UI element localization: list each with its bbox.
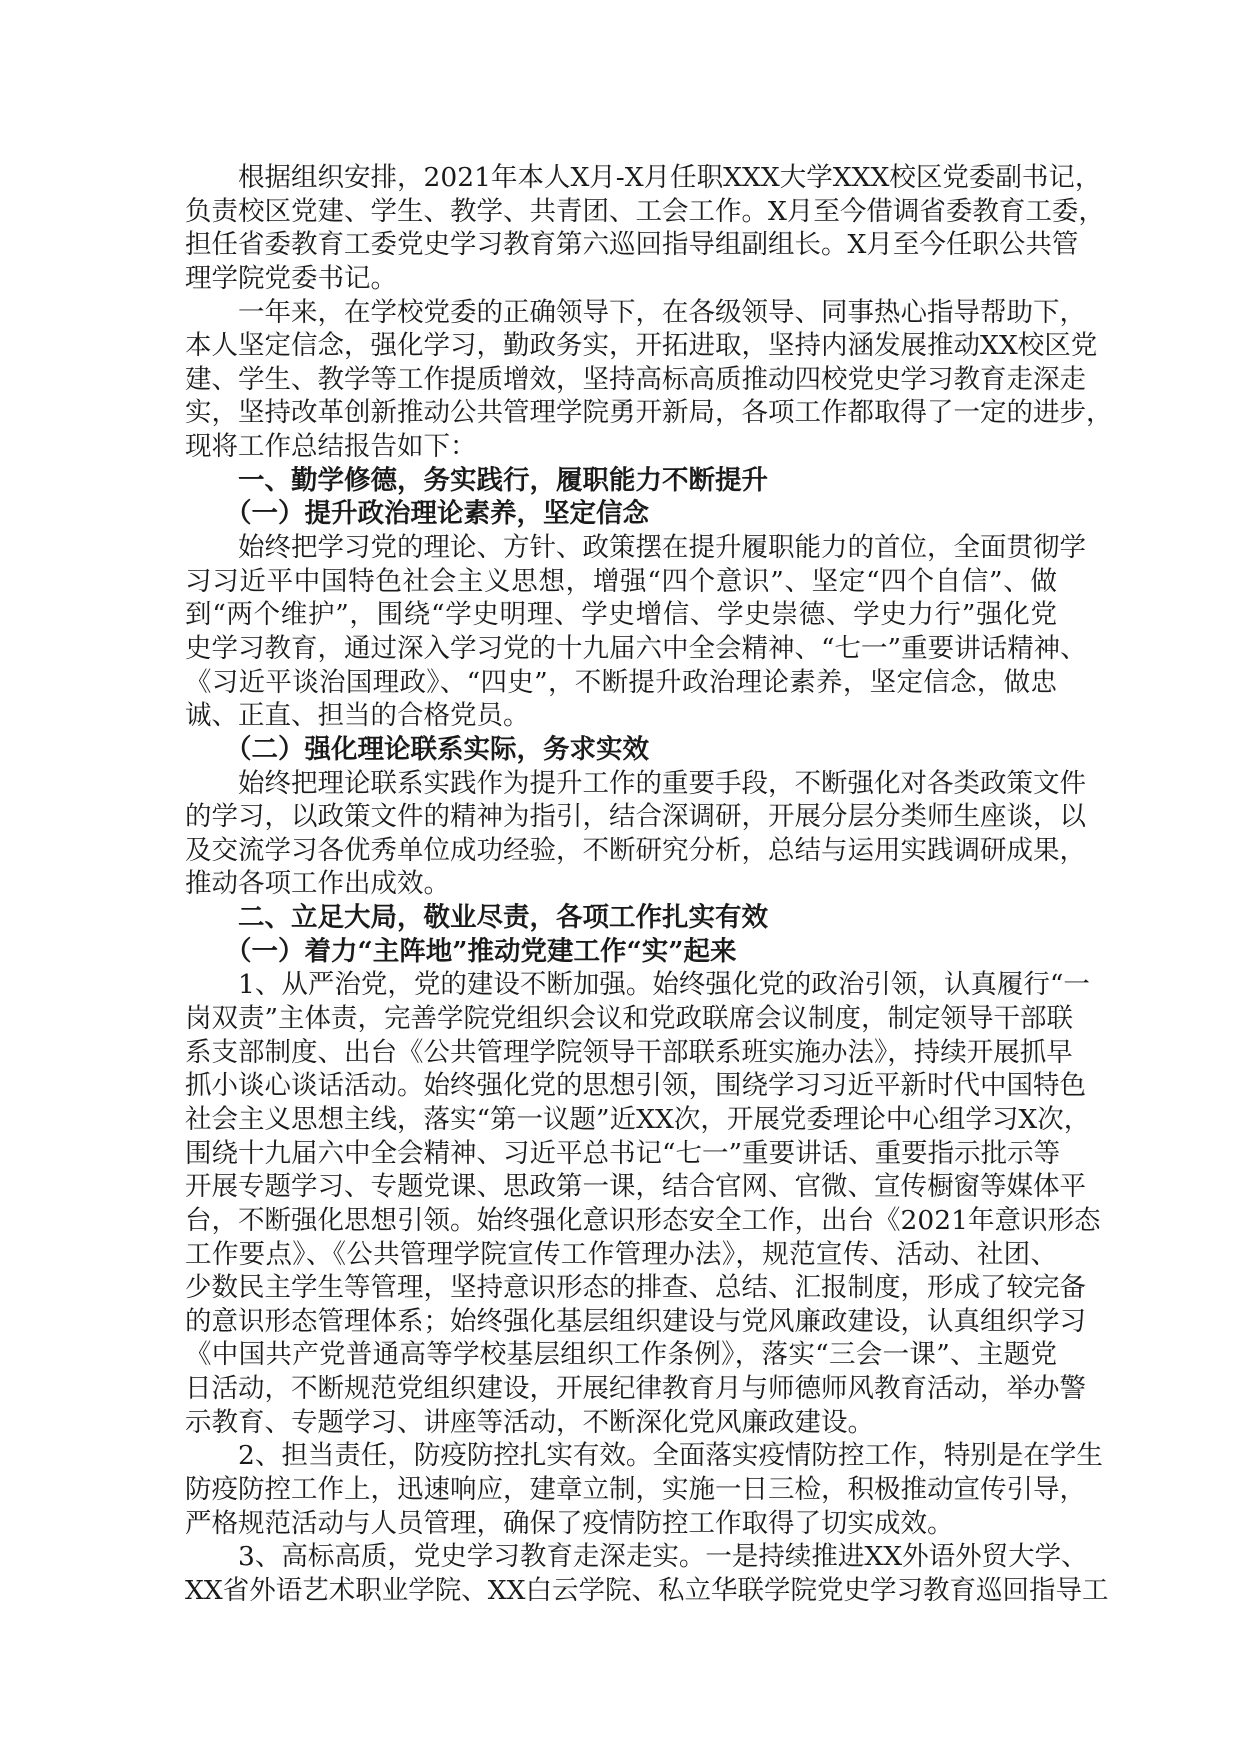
text-line: 推动各项工作出成效。 xyxy=(185,868,450,900)
text-line: （二）强化理论联系实际，务求实效 xyxy=(225,733,649,765)
text-line: 到“两个维护”，围绕“学史明理、学史增信、学史崇德、学史力行”强化党 xyxy=(185,599,1057,631)
text-line: 现将工作总结报告如下： xyxy=(185,431,477,463)
text-line: 抓小谈心谈话活动。始终强化党的思想引领，围绕学习习近平新时代中国特色 xyxy=(185,1070,1086,1102)
subsection-heading xyxy=(185,935,1057,969)
text-line: 一、勤学修德，务实践行，履职能力不断提升 xyxy=(238,464,768,496)
text-line: 日活动，不断规范党组织建设，开展纪律教育月与师德师风教育活动，举办警 xyxy=(185,1373,1086,1405)
paragraph xyxy=(185,1439,1103,1540)
text-line: 及交流学习各优秀单位成功经验，不断研究分析，总结与运用实践调研成果， xyxy=(185,834,1086,866)
text-line: 担任省委教育工委党史学习教育第六巡回指导组副组长。X月至今任职公共管 xyxy=(185,229,1079,261)
paragraph xyxy=(185,161,1105,296)
paragraph xyxy=(185,531,1087,733)
text-line: 系支部制度、出台《公共管理学院领导干部联系班实施办法》，持续开展抓早 xyxy=(185,1036,1073,1068)
text-line: 2、担当责任，防疫防控扎实有效。全面落实疫情防控工作，特别是在学生 xyxy=(238,1440,1103,1472)
text-line: 1、从严治党，党的建设不断加强。始终强化党的政治引领，认真履行“一 xyxy=(238,969,1090,1001)
text-line: 的意识形态管理体系；始终强化基层组织建设与党风廉政建设，认真组织学习 xyxy=(185,1305,1086,1337)
text-line: 岗双责”主体责，完善学院党组织会议和党政联席会议制度，制定领导干部联 xyxy=(185,1003,1074,1035)
section-heading xyxy=(185,464,1057,498)
text-line: 根据组织安排，2021年本人X月-X月任职XXX大学XXX校区党委副书记， xyxy=(238,162,1102,193)
paragraph xyxy=(185,968,1101,1439)
text-line: 实，坚持改革创新推动公共管理学院勇开新局，各项工作都取得了一定的进步， xyxy=(185,397,1113,429)
text-line: 一年来，在学校党委的正确领导下，在各级领导、同事热心指导帮助下， xyxy=(238,296,1086,328)
document-body xyxy=(185,161,1113,1608)
text-line: 本人坚定信念，强化学习，勤政务实，开拓进取，坚持内涵发展推动XX校区党 xyxy=(185,330,1098,362)
paragraph xyxy=(185,767,1086,902)
text-line: XX省外语艺术职业学院、XX白云学院、私立华联学院党史学习教育巡回指导工 xyxy=(185,1574,1109,1606)
text-line: （一）提升政治理论素养，坚定信念 xyxy=(225,498,649,530)
text-line: 少数民主学生等管理，坚持意识形态的排查、总结、汇报制度，形成了较完备 xyxy=(185,1272,1086,1304)
text-line: 始终把理论联系实践作为提升工作的重要手段，不断强化对各类政策文件 xyxy=(238,767,1086,799)
text-line: 防疫防控工作上，迅速响应，建章立制，实施一日三检，积极推动宣传引导， xyxy=(185,1473,1086,1505)
text-line: 二、立足大局，敬业尽责，各项工作扎实有效 xyxy=(238,902,768,934)
paragraph xyxy=(185,1540,1109,1607)
text-line: 负责校区党建、学生、教学、共青团、工会工作。X月至今借调省委教育工委， xyxy=(185,195,1105,227)
text-line: 建、学生、教学等工作提质增效，坚持高标高质推动四校党史学习教育走深走 xyxy=(185,363,1086,395)
section-heading xyxy=(185,901,1057,935)
text-line: 台，不断强化思想引领。始终强化意识形态安全工作，出台《2021年意识形态 xyxy=(185,1204,1101,1236)
text-line: （一）着力“主阵地”推动党建工作“实”起来 xyxy=(225,935,737,967)
paragraph xyxy=(185,296,1113,464)
text-line: 社会主义思想主线，落实“第一议题”近XX次，开展党委理论中心组学习X次， xyxy=(185,1103,1091,1135)
subsection-heading xyxy=(185,733,1057,767)
text-line: 《习近平谈治国理政》、“四史”，不断提升政治理论素养，坚定信念，做忠 xyxy=(185,666,1057,698)
text-line: 《中国共产党普通高等学校基层组织工作条例》，落实“三会一课”、主题党 xyxy=(185,1339,1057,1371)
text-line: 围绕十九届六中全会精神、习近平总书记“七一”重要讲话、重要指示批示等 xyxy=(185,1137,1061,1169)
text-line: 的学习，以政策文件的精神为指引，结合深调研，开展分层分类师生座谈，以 xyxy=(185,801,1086,833)
text-line: 示教育、专题学习、讲座等活动，不断深化党风廉政建设。 xyxy=(185,1406,874,1438)
text-line: 严格规范活动与人员管理，确保了疫情防控工作取得了切实成效。 xyxy=(185,1507,954,1539)
text-line: 工作要点》、《公共管理学院宣传工作管理办法》，规范宣传、活动、社团、 xyxy=(185,1238,1057,1270)
text-line: 理学院党委书记。 xyxy=(185,262,397,294)
text-line: 始终把学习党的理论、方针、政策摆在提升履职能力的首位，全面贯彻学 xyxy=(238,532,1086,564)
subsection-heading xyxy=(185,497,1057,531)
text-line: 习习近平中国特色社会主义思想，增强“四个意识”、坚定“四个自信”、做 xyxy=(185,565,1057,597)
text-line: 诚、正直、担当的合格党员。 xyxy=(185,700,530,732)
text-line: 开展专题学习、专题党课、思政第一课，结合官网、官微、宣传橱窗等媒体平 xyxy=(185,1171,1086,1203)
text-line: 史学习教育，通过深入学习党的十九届六中全会精神、“七一”重要讲话精神、 xyxy=(185,632,1087,664)
text-line: 3、高标高质，党史学习教育走深走实。一是持续推进XX外语外贸大学、 xyxy=(238,1541,1088,1573)
